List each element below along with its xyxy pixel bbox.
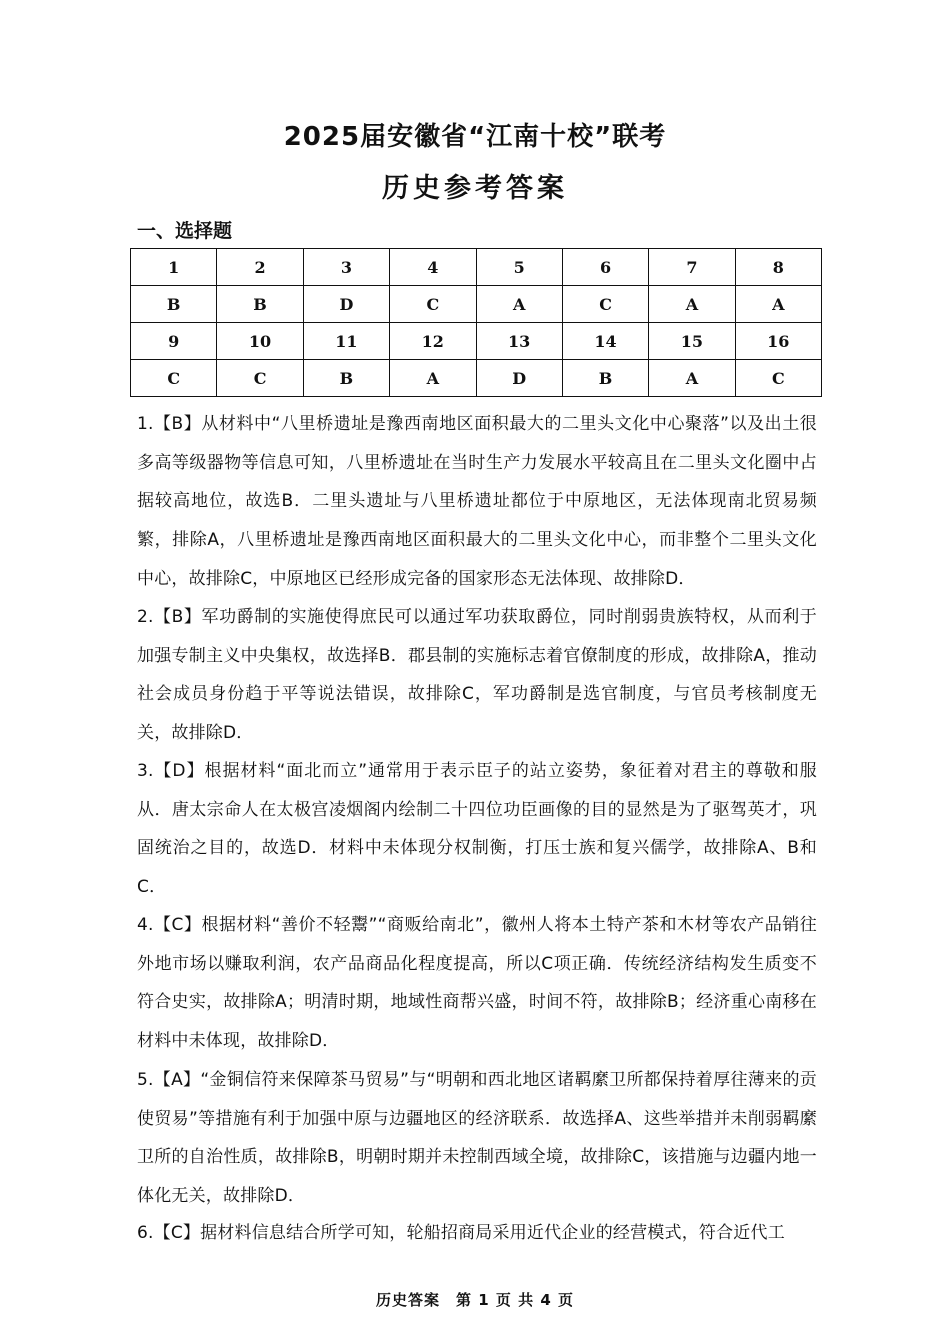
question-number-cell: 9 [131,323,217,360]
answer-cell: A [390,360,476,397]
explanation-6: 6.【C】据材料信息结合所学可知，轮船招商局采用近代企业的经营模式，符合近代工 [137,1223,785,1243]
question-number-cell: 10 [217,323,303,360]
document-subtitle: 历史参考答案 [382,173,568,204]
answer-cell: C [735,360,821,397]
answer-cell: A [649,360,735,397]
answer-cell: B [131,286,217,323]
answer-cell: C [390,286,476,323]
answer-cell: B [217,286,303,323]
explanation-3: 3.【D】根据材料“面北而立”通常用于表示臣子的站立姿势，象征着对君主的尊敬和服从．唐太宗命人在太极宫凌烟阁内绘制二十四位功臣画像的目的显然是为了驱驾英才，巩固统治之目的，故选D．材料中未体现分权制衡，打压士族和复兴儒学，故排除A、B和C． [137,761,817,898]
answer-cell: C [562,286,648,323]
question-number-cell: 2 [217,249,303,286]
answer-row [131,286,822,323]
section-heading: 一、选择题 [137,220,233,242]
explanation-2: 2.【B】军功爵制的实施使得庶民可以通过军功获取爵位，同时削弱贵族特权，从而利于加强专制主义中央集权，故选择B．郡县制的实施标志着官僚制度的形成，故排除A，推动社会成员身份趋于平等说法错误，故排除C，军功爵制是选官制度，与官员考核制度无关，故排除D． [137,607,817,744]
answer-cell: B [562,360,648,397]
question-number-row [131,249,822,286]
question-number-cell: 7 [649,249,735,286]
answer-cell: A [649,286,735,323]
explanation-4: 4.【C】根据材料“善价不轻鬻”“商贩给南北”，徽州人将本土特产茶和木材等农产品销往外地市场以赚取利润，农产品商品化程度提高，所以C项正确．传统经济结构发生质变不符合史实，故排除A；明清时期，地域性商帮兴盛，时间不符，故排除B；经济重心南移在材料中未体现，故排除D． [137,915,817,1052]
question-number-cell: 13 [476,323,562,360]
answer-cell: C [131,360,217,397]
question-number-cell: 4 [390,249,476,286]
answer-cell: C [217,360,303,397]
exam-title: 2025届安徽省“江南十校”联考 [283,122,667,152]
question-number-cell: 5 [476,249,562,286]
answer-cell: A [735,286,821,323]
answer-row [131,360,822,397]
question-number-cell: 14 [562,323,648,360]
answer-cell: A [476,286,562,323]
question-number-cell: 8 [735,249,821,286]
explanation-1: 1.【B】从材料中“八里桥遗址是豫西南地区面积最大的二里头文化中心聚落”以及出土很多高等级器物等信息可知，八里桥遗址在当时生产力发展水平较高且在二里头文化圈中占据较高地位，故选B．二里头遗址与八里桥遗址都位于中原地区，无法体现南北贸易频繁，排除A，八里桥遗址是豫西南地区面积最大的二里头文化中心，而非整个二里头文化中心，故排除C，中原地区已经形成完备的国家形态无法体现、故排除D． [137,414,817,589]
answer-table [130,248,822,397]
question-number-cell: 11 [303,323,389,360]
answer-cell: D [476,360,562,397]
question-number-cell: 3 [303,249,389,286]
question-number-cell: 1 [131,249,217,286]
answer-cell: D [303,286,389,323]
question-number-row [131,323,822,360]
question-number-cell: 16 [735,323,821,360]
question-number-cell: 15 [649,323,735,360]
question-number-cell: 12 [390,323,476,360]
answer-cell: B [303,360,389,397]
question-number-cell: 6 [562,249,648,286]
page-footer: 历史答案 第 1 页 共 4 页 [376,1291,574,1309]
explanation-5: 5.【A】“金铜信符来保障茶马贸易”与“明朝和西北地区诸羁縻卫所都保持着厚往薄来的贡使贸易”等措施有利于加强中原与边疆地区的经济联系．故选择A、这些举措并未削弱羁縻卫所的自治性质，故排除B，明朝时期并未控制西域全境，故排除C，该措施与边疆内地一体化无关，故排除D． [137,1070,817,1207]
